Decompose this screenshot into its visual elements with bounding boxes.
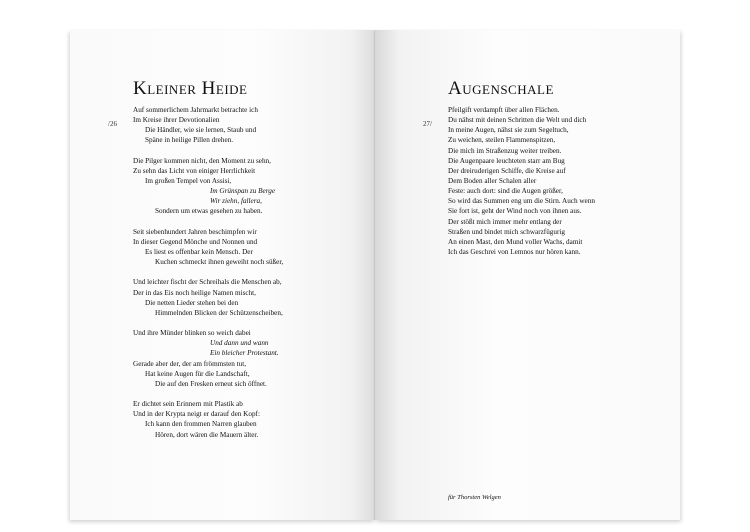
poem-line: Im großen Tempel von Assisi, xyxy=(145,176,232,185)
poem-line: Der in das Eis noch heilige Namen mischt, xyxy=(133,288,256,297)
poem-title-left: Kleiner Heide xyxy=(133,78,248,99)
poem-line: Und ihre Münder blinken so weich dabei xyxy=(133,329,251,338)
poem-line: Seit siebenhundert Jahren beschimpfen wir xyxy=(133,227,257,236)
poem-right xyxy=(448,105,595,257)
poem-line: Ich das Geschrei von Lemnos nur hören kann. xyxy=(448,247,581,256)
poem-line: Im Kreise ihrer Devotionalien xyxy=(133,116,220,125)
poem-line: Und in der Krypta neigt er darauf den Kopf: xyxy=(133,410,260,419)
poem-line: Straßen und bindet mich schwarzfügurig xyxy=(448,227,565,236)
stanza-break xyxy=(133,318,283,328)
poem-title-right: Augenschale xyxy=(448,78,554,99)
poem-line: Der stößt mich immer mehr entlang der xyxy=(448,217,562,226)
poem-line: Wir ziehn, fallera, xyxy=(210,197,262,206)
stanza-break xyxy=(133,217,283,227)
poem-line: Ein bleicher Protestant. xyxy=(210,349,279,358)
poem-line: Hat keine Augen für die Landschaft, xyxy=(145,369,250,378)
stanza-break xyxy=(133,146,283,156)
left-page xyxy=(70,30,375,520)
poem-line: Die auf den Fresken erneut sich öffnet. xyxy=(155,379,267,388)
poem-line: Die netten Lieder stehen bei den xyxy=(145,298,239,307)
poem-line: Der dreiruderigen Schiffe, die Kreise auf xyxy=(448,166,566,175)
poem-line: Himmelnden Blicken der Schützenscheiben, xyxy=(155,308,283,317)
poem-line: Sie fort ist, geht der Wind noch von ihnen aus. xyxy=(448,207,582,216)
poem-line: So wird das Summen eng um die Stirn. Auch wenn xyxy=(448,197,595,206)
page-number-left: /26 xyxy=(108,120,117,128)
poem-line: Feste: auch dort: sind die Augen größer, xyxy=(448,187,563,196)
poem-line: Zu sehn das Licht von einiger Herrlichkeit xyxy=(133,166,256,175)
poem-line: Er dichtet sein Erinnern mit Plastik ab xyxy=(133,400,243,409)
poem-line: In dieser Gegend Mönche und Nonnen und xyxy=(133,237,258,246)
right-page xyxy=(375,30,680,520)
poem-line: Die Pilger kommen nicht, den Moment zu sehn, xyxy=(133,156,271,165)
poem-line: Die Händler, wie sie lernen, Staub und xyxy=(145,126,257,135)
poem-line: Ich kann den frommen Narren glauben xyxy=(145,420,257,429)
poem-line: Pfeilgift verdampft über allen Flächen. xyxy=(448,106,560,114)
poem-line: Und leichter fischt der Schreihals die Menschen ab, xyxy=(133,278,282,287)
poem-line: Sondern um etwas gesehen zu haben. xyxy=(155,207,263,216)
poem-line: Es liest es offenbar kein Mensch. Der xyxy=(145,247,253,256)
poem-line: In meine Augen, nähst sie zum Segeltuch, xyxy=(448,126,569,135)
poem-left xyxy=(133,105,283,440)
poem-line: Im Grünspan zu Berge xyxy=(210,187,276,196)
poem-line: Du nähst mit deinen Schritten die Welt und dich xyxy=(448,116,587,125)
poem-line: Auf sommerlichem Jahrmarkt betrachte ich xyxy=(133,106,258,114)
poem-line: Gerade aber der, der am frömmsten tut, xyxy=(133,359,247,368)
page-number-right: 27/ xyxy=(423,120,432,128)
poem-line: Hören, dort wären die Mauern älter. xyxy=(155,430,259,439)
poem-line: Dem Boden aller Schalen aller xyxy=(448,176,537,185)
poem-line: Die mich im Straßenzug weiter treiben. xyxy=(448,146,562,155)
poem-line: Zu weichen, steilen Flammenspitzen, xyxy=(448,136,556,145)
poem-line: Und dann und wann xyxy=(210,339,269,348)
poem-line: Die Augenpaare leuchteten starr am Bug xyxy=(448,156,565,165)
dedication: für Thorsten Welgen xyxy=(448,494,501,501)
poem-line: An einen Mast, den Mund voller Wachs, damit xyxy=(448,237,583,246)
stanza-break xyxy=(133,267,283,277)
stanza-break xyxy=(133,389,283,399)
poem-line: Späne in heilige Pillen drehen. xyxy=(145,136,234,145)
poem-line: Kuchen schmeckt ihnen geweiht noch süßer, xyxy=(155,258,284,267)
